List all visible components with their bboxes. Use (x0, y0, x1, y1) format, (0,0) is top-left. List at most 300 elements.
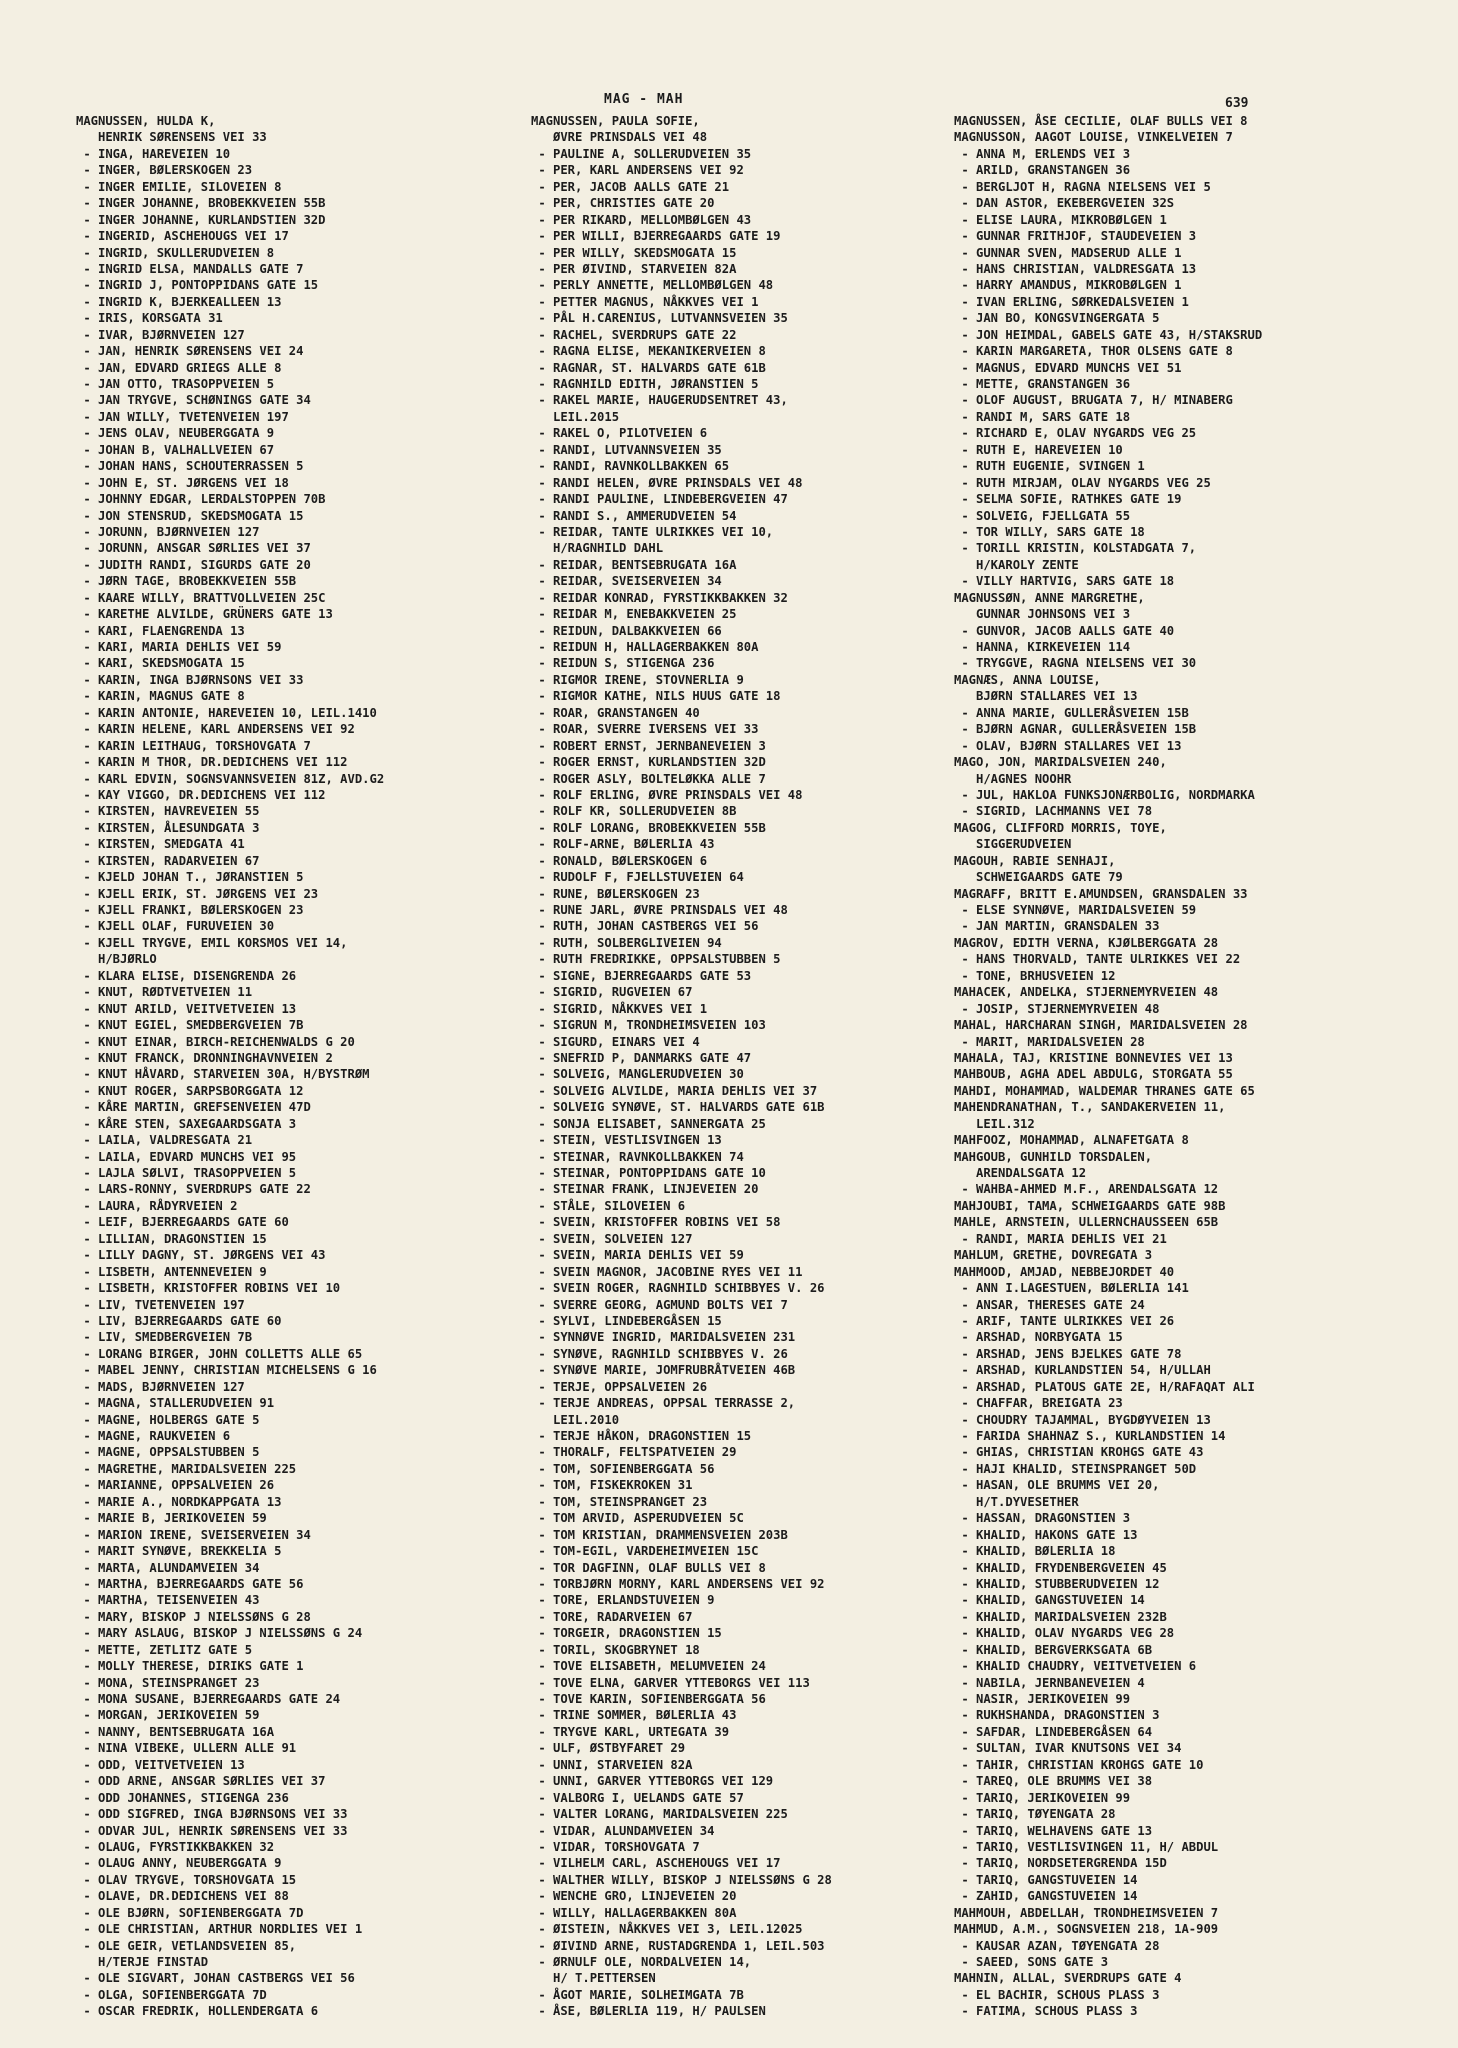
directory-entry: MAHALA, TAJ, KRISTINE BONNEVIES VEI 13 (954, 1050, 1233, 1065)
directory-entry: - JAN TRYGVE, SCHØNINGS GATE 34 (76, 393, 311, 408)
directory-entry: - RANDI HELEN, ØVRE PRINSDALS VEI 48 (531, 475, 803, 490)
directory-entry: - TERJE ANDREAS, OPPSAL TERRASSE 2, (531, 1396, 796, 1411)
running-head: MAG - MAH (604, 92, 684, 107)
directory-entry: - RAGNHILD EDITH, JØRANSTIEN 5 (531, 377, 759, 391)
directory-entry: - MOLLY THERESE, DIRIKS GATE 1 (76, 1659, 304, 1674)
directory-entry: - JUDITH RANDI, SIGURDS GATE 20 (76, 557, 311, 572)
directory-entry: - RONALD, BØLERSKOGEN 6 (531, 853, 708, 868)
directory-entry: - LIV, BJERREGAARDS GATE 60 (76, 1313, 282, 1328)
directory-entry: - SIGRID, RUGVEIEN 67 (531, 985, 693, 1000)
directory-entry: - SVERRE GEORG, AGMUND BOLTS VEI 7 (531, 1297, 788, 1312)
directory-entry: - KARIN LEITHAUG, TORSHOVGATA 7 (76, 738, 311, 753)
directory-entry: - TOM, STEINSPRANGET 23 (531, 1494, 708, 1509)
directory-entry: - OLE GEIR, VETLANDSVEIEN 85, (76, 1938, 297, 1953)
directory-entry: - LEIF, BJERREGAARDS GATE 60 (76, 1215, 289, 1230)
directory-entry: MAGNUSSEN, PAULA SOFIE, (531, 114, 700, 128)
directory-entry: - TARIQ, NORDSETERGRENDA 15D (954, 1856, 1167, 1871)
directory-entry: - KNUT HÅVARD, STARVEIEN 30A, H/BYSTRØM (76, 1067, 370, 1082)
directory-entry: - MARIE B, JERIKOVEIEN 59 (76, 1511, 267, 1526)
directory-entry: ARENDALSGATA 12 (954, 1166, 1087, 1180)
directory-entry: - ELISE LAURA, MIKROBØLGEN 1 (954, 212, 1167, 227)
directory-entry: - GUNVOR, JACOB AALLS GATE 40 (954, 623, 1175, 638)
directory-entry: - RICHARD E, OLAV NYGARDS VEG 25 (954, 426, 1197, 441)
directory-entry: - RANDI S., AMMERUDVEIEN 54 (531, 508, 737, 523)
directory-entry: - STEINAR FRANK, LINJEVEIEN 20 (531, 1182, 759, 1197)
directory-entry: - KARIN, MAGNUS GATE 8 (76, 689, 245, 704)
directory-entry: - TRINE SOMMER, BØLERLIA 43 (531, 1708, 737, 1723)
directory-entry: - KARIN MARGARETA, THOR OLSENS GATE 8 (954, 344, 1233, 359)
directory-entry: - LORANG BIRGER, JOHN COLLETTS ALLE 65 (76, 1346, 363, 1361)
directory-entry: - INGRID, SKULLERUDVEIEN 8 (76, 245, 275, 260)
directory-column-1 (76, 113, 506, 2020)
directory-entry: - ÅSE, BØLERLIA 119, H/ PAULSEN (531, 2004, 766, 2019)
directory-entry: H/TERJE FINSTAD (76, 1955, 209, 1969)
directory-entry: - MARTHA, TEISENVEIEN 43 (76, 1593, 260, 1608)
directory-entry: - PERLY ANNETTE, MELLOMBØLGEN 48 (531, 278, 774, 293)
directory-entry: - VIDAR, TORSHOVGATA 7 (531, 1839, 700, 1854)
directory-entry: - KHALID, BERGVERKSGATA 6B (954, 1642, 1153, 1657)
directory-entry: - NABILA, JERNBANEVEIEN 4 (954, 1675, 1145, 1690)
directory-entry: - CHAFFAR, BREIGATA 23 (954, 1396, 1123, 1411)
directory-entry: H/RAGNHILD DAHL (531, 541, 664, 556)
directory-entry: - TORE, RADARVEIEN 67 (531, 1609, 693, 1624)
directory-entry: - LISBETH, ANTENNEVEIEN 9 (76, 1264, 267, 1279)
directory-entry: - PER, JACOB AALLS GATE 21 (531, 179, 730, 194)
directory-entry: - KJELL OLAF, FURUVEIEN 30 (76, 919, 275, 934)
directory-entry: - KHALID, FRYDENBERGVEIEN 45 (954, 1560, 1167, 1575)
directory-entry: - RIGMOR KATHE, NILS HUUS GATE 18 (531, 689, 781, 704)
directory-entry: - METTE, ZETLITZ GATE 5 (76, 1642, 253, 1657)
directory-entry: - KNUT FRANCK, DRONNINGHAVNVEIEN 2 (76, 1050, 333, 1065)
directory-entry: - OLE BJØRN, SOFIENBERGGATA 7D (76, 1905, 304, 1920)
directory-entry: - SAFDAR, LINDEBERGÅSEN 64 (954, 1724, 1153, 1739)
directory-entry: - OLAUG, FYRSTIKKBAKKEN 32 (76, 1839, 275, 1854)
directory-entry: - ODD ARNE, ANSGAR SØRLIES VEI 37 (76, 1774, 326, 1789)
directory-entry: - SYLVI, LINDEBERGÅSEN 15 (531, 1313, 722, 1328)
directory-entry: - TERJE, OPPSALVEIEN 26 (531, 1379, 708, 1394)
directory-entry: - HANS CHRISTIAN, VALDRESGATA 13 (954, 261, 1197, 276)
directory-entry: - RUTH EUGENIE, SVINGEN 1 (954, 459, 1145, 474)
directory-entry: - VALBORG I, UELANDS GATE 57 (531, 1790, 744, 1805)
directory-entry: - TAREQ, OLE BRUMMS VEI 38 (954, 1774, 1153, 1789)
directory-entry: - MARY ASLAUG, BISKOP J NIELSSØNS G 24 (76, 1626, 363, 1641)
directory-entry: - ARILD, GRANSTANGEN 36 (954, 163, 1131, 178)
directory-entry: - OLAUG ANNY, NEUBERGGATA 9 (76, 1856, 282, 1871)
directory-entry: - RUDOLF F, FJELLSTUVEIEN 64 (531, 870, 744, 885)
directory-entry: - JAN BO, KONGSVINGERGATA 5 (954, 311, 1160, 326)
directory-entry: - MABEL JENNY, CHRISTIAN MICHELSENS G 16 (76, 1363, 377, 1378)
directory-entry: - MAGNE, OPPSALSTUBBEN 5 (76, 1445, 260, 1460)
directory-entry: - REIDUN, DALBAKKVEIEN 66 (531, 623, 722, 638)
directory-entry: - JOSIP, STJERNEMYRVEIEN 48 (954, 1001, 1160, 1016)
directory-entry: - HANS THORVALD, TANTE ULRIKKES VEI 22 (954, 952, 1241, 967)
directory-entry: - KIRSTEN, HAVREVEIEN 55 (76, 804, 260, 819)
directory-entry: - VILLY HARTVIG, SARS GATE 18 (954, 574, 1175, 589)
directory-entry: - RAKEL MARIE, HAUGERUDSENTRET 43, (531, 393, 788, 408)
directory-entry: - PER RIKARD, MELLOMBØLGEN 43 (531, 212, 752, 227)
directory-entry: - BJØRN AGNAR, GULLERÅSVEIEN 15B (954, 722, 1197, 737)
directory-entry: - RUTH, SOLBERGLIVEIEN 94 (531, 935, 722, 950)
directory-entry: - ROGER ERNST, KURLANDSTIEN 32D (531, 755, 766, 770)
directory-entry: - SYNØVE MARIE, JOMFRUBRÅTVEIEN 46B (531, 1363, 796, 1378)
directory-entry: - ROLF ERLING, ØVRE PRINSDALS VEI 48 (531, 787, 803, 802)
directory-entry: - INGERID, ASCHEHOUGS VEI 17 (76, 229, 289, 244)
directory-entry: HENRIK SØRENSENS VEI 33 (76, 130, 267, 145)
directory-entry: - KARIN, INGA BJØRNSONS VEI 33 (76, 672, 304, 687)
directory-entry: - TARIQ, VESTLISVINGEN 11, H/ ABDUL (954, 1839, 1219, 1854)
directory-entry: - KNUT EGIEL, SMEDBERGVEIEN 7B (76, 1018, 304, 1033)
directory-entry: - VIDAR, ALUNDAMVEIEN 34 (531, 1823, 715, 1838)
directory-entry: - SIGNE, BJERREGAARDS GATE 53 (531, 968, 752, 983)
directory-entry: - RAKEL O, PILOTVEIEN 6 (531, 426, 708, 441)
directory-entry: - CHOUDRY TAJAMMAL, BYGDØYVEIEN 13 (954, 1412, 1211, 1427)
directory-entry: - KARI, MARIA DEHLIS VEI 59 (76, 640, 282, 654)
directory-entry: - INGER EMILIE, SILOVEIEN 8 (76, 179, 282, 194)
directory-entry: MAHBOUB, AGHA ADEL ABDULG, STORGATA 55 (954, 1067, 1233, 1082)
directory-entry: SIGGERUDVEIEN (954, 837, 1072, 852)
directory-entry: - TRYGVE KARL, URTEGATA 39 (531, 1724, 730, 1739)
directory-entry: - ROLF-ARNE, BØLERLIA 43 (531, 837, 715, 852)
directory-entry: - KARIN M THOR, DR.DEDICHENS VEI 112 (76, 755, 348, 770)
directory-entry: - RAGNA ELISE, MEKANIKERVEIEN 8 (531, 344, 766, 359)
directory-entry: MAGOG, CLIFFORD MORRIS, TOYE, (954, 820, 1167, 835)
directory-entry: - UNNI, GARVER YTTEBORGS VEI 129 (531, 1774, 774, 1789)
directory-entry: MAGNUSSEN, ÅSE CECILIE, OLAF BULLS VEI 8 (954, 114, 1248, 128)
directory-entry: - MARTA, ALUNDAMVEIEN 34 (76, 1560, 260, 1575)
directory-entry: - ROAR, GRANSTANGEN 40 (531, 705, 700, 720)
directory-entry: MAHDI, MOHAMMAD, WALDEMAR THRANES GATE 65 (954, 1083, 1255, 1098)
directory-entry: MAGNUSSEN, HULDA K, (76, 114, 216, 128)
directory-entry: - TONE, BRHUSVEIEN 12 (954, 968, 1116, 983)
directory-entry: - SIGRUN M, TRONDHEIMSVEIEN 103 (531, 1018, 766, 1033)
directory-entry: H/KAROLY ZENTE (954, 557, 1079, 572)
directory-entry: - ODVAR JUL, HENRIK SØRENSENS VEI 33 (76, 1823, 348, 1838)
directory-entry: - PER ØIVIND, STARVEIEN 82A (531, 261, 737, 276)
directory-entry: - MARY, BISKOP J NIELSSØNS G 28 (76, 1609, 311, 1624)
directory-entry: - HAJI KHALID, STEINSPRANGET 50D (954, 1461, 1197, 1476)
directory-entry: - JENS OLAV, NEUBERGGATA 9 (76, 426, 275, 441)
directory-entry: - GUNNAR SVEN, MADSERUD ALLE 1 (954, 245, 1182, 260)
directory-entry: - ELSE SYNNØVE, MARIDALSVEIEN 59 (954, 903, 1197, 917)
directory-entry: - STEINAR, RAVNKOLLBAKKEN 74 (531, 1149, 744, 1164)
directory-entry: MAHFOOZ, MOHAMMAD, ALNAFETGATA 8 (954, 1133, 1189, 1148)
directory-entry: - SVEIN, SOLVEIEN 127 (531, 1231, 693, 1246)
directory-entry: - TORGEIR, DRAGONSTIEN 15 (531, 1626, 722, 1641)
directory-entry: - TOVE ELISABETH, MELUMVEIEN 24 (531, 1659, 766, 1674)
directory-entry: - ANNA M, ERLENDS VEI 3 (954, 146, 1131, 161)
directory-entry: - LAILA, EDVARD MUNCHS VEI 95 (76, 1149, 297, 1164)
directory-entry: H/T.DYVESETHER (954, 1494, 1079, 1509)
directory-entry: - PER, CHRISTIES GATE 20 (531, 196, 715, 211)
directory-entry: - ARSHAD, PLATOUS GATE 2E, H/RAFAQAT ALI (954, 1379, 1255, 1394)
directory-entry: - INGER JOHANNE, KURLANDSTIEN 32D (76, 212, 326, 227)
directory-entry: - ROAR, SVERRE IVERSENS VEI 33 (531, 722, 759, 737)
directory-entry: H/AGNES NOOHR (954, 771, 1072, 786)
directory-entry: - OLE SIGVART, JOHAN CASTBERGS VEI 56 (76, 1971, 355, 1986)
directory-entry: - REIDAR KONRAD, FYRSTIKKBAKKEN 32 (531, 590, 788, 605)
directory-entry: - TOM, FISKEKROKEN 31 (531, 1478, 693, 1493)
directory-entry: MAGROV, EDITH VERNA, KJØLBERGGATA 28 (954, 935, 1219, 950)
directory-entry: - SELMA SOFIE, RATHKES GATE 19 (954, 492, 1182, 507)
directory-entry: - SVEIN, MARIA DEHLIS VEI 59 (531, 1248, 744, 1263)
directory-entry: - INGRID J, PONTOPPIDANS GATE 15 (76, 278, 319, 293)
directory-entry: - INGA, HAREVEIEN 10 (76, 146, 231, 161)
directory-entry: - SVEIN MAGNOR, JACOBINE RYES VEI 11 (531, 1264, 803, 1279)
directory-entry: - LISBETH, KRISTOFFER ROBINS VEI 10 (76, 1281, 341, 1296)
directory-entry: - LARS-RONNY, SVERDRUPS GATE 22 (76, 1182, 311, 1197)
directory-entry: LEIL.2010 (531, 1412, 620, 1427)
directory-entry: - TRYGGVE, RAGNA NIELSENS VEI 30 (954, 656, 1197, 671)
directory-entry: - HASSAN, DRAGONSTIEN 3 (954, 1511, 1131, 1526)
directory-entry: - ARSHAD, NORBYGATA 15 (954, 1330, 1123, 1345)
directory-entry: - MAGNA, STALLERUDVEIEN 91 (76, 1396, 275, 1411)
directory-entry: - OLGA, SOFIENBERGGATA 7D (76, 1987, 267, 2002)
directory-entry: - MARIT SYNØVE, BREKKELIA 5 (76, 1544, 282, 1559)
directory-entry: - JON STENSRUD, SKEDSMOGATA 15 (76, 508, 304, 523)
directory-column-3 (954, 113, 1424, 2020)
directory-entry: - SOLVEIG SYNØVE, ST. HALVARDS GATE 61B (531, 1100, 825, 1115)
directory-entry: - ØRNULF OLE, NORDALVEIEN 14, (531, 1955, 752, 1969)
directory-entry: - KARI, FLAENGRENDA 13 (76, 623, 245, 638)
directory-entry: - LAURA, RÅDYRVEIEN 2 (76, 1198, 238, 1213)
directory-entry: - KHALID, BØLERLIA 18 (954, 1544, 1116, 1559)
directory-entry: - JAN OTTO, TRASOPPVEIEN 5 (76, 377, 275, 391)
directory-entry: - KHALID CHAUDRY, VEITVETVEIEN 6 (954, 1659, 1197, 1674)
directory-entry: - ØIVIND ARNE, RUSTADGRENDA 1, LEIL.503 (531, 1938, 825, 1953)
directory-entry: H/ T.PETTERSEN (531, 1971, 656, 1986)
directory-entry: - MONA SUSANE, BJERREGAARDS GATE 24 (76, 1692, 341, 1706)
directory-entry: - OLOF AUGUST, BRUGATA 7, H/ MINABERG (954, 393, 1233, 408)
directory-entry: - RUTH E, HAREVEIEN 10 (954, 442, 1123, 457)
directory-entry: - RANDI M, SARS GATE 18 (954, 409, 1131, 424)
directory-entry: - MAGNE, HOLBERGS GATE 5 (76, 1412, 260, 1427)
directory-entry: - METTE, GRANSTANGEN 36 (954, 377, 1131, 391)
directory-entry: - LILLY DAGNY, ST. JØRGENS VEI 43 (76, 1248, 326, 1263)
directory-entry: - ROGER ASLY, BOLTELØKKA ALLE 7 (531, 771, 766, 786)
directory-entry: - JAN, HENRIK SØRENSENS VEI 24 (76, 344, 304, 359)
directory-entry: - JUL, HAKLOA FUNKSJONÆRBOLIG, NORDMARKA (954, 787, 1255, 802)
directory-entry: MAHNIN, ALLAL, SVERDRUPS GATE 4 (954, 1971, 1182, 1986)
directory-entry: - SOLVEIG, MANGLERUDVEIEN 30 (531, 1067, 744, 1082)
directory-entry: - MONA, STEINSPRANGET 23 (76, 1675, 260, 1690)
directory-entry: - ÅGOT MARIE, SOLHEIMGATA 7B (531, 1987, 744, 2002)
directory-entry: - KNUT EINAR, BIRCH-REICHENWALDS G 20 (76, 1034, 355, 1049)
directory-entry: - WALTHER WILLY, BISKOP J NIELSSØNS G 28 (531, 1872, 832, 1887)
directory-entry: - REIDUN H, HALLAGERBAKKEN 80A (531, 640, 759, 654)
directory-entry: - RANDI, LUTVANNSVEIEN 35 (531, 442, 722, 457)
directory-entry: SCHWEIGAARDS GATE 79 (954, 870, 1123, 885)
directory-entry: MAGNUSSØN, ANNE MARGRETHE, (954, 590, 1145, 605)
directory-entry: - HARRY AMANDUS, MIKROBØLGEN 1 (954, 278, 1182, 293)
directory-entry: - ARSHAD, JENS BJELKES GATE 78 (954, 1346, 1182, 1361)
directory-entry: - OLAVE, DR.DEDICHENS VEI 88 (76, 1889, 289, 1904)
directory-entry: - INGER JOHANNE, BROBEKKVEIEN 55B (76, 196, 326, 211)
directory-entry: - UNNI, STARVEIEN 82A (531, 1757, 693, 1772)
directory-entry: H/BJØRLO (76, 952, 157, 967)
directory-entry: - GUNNAR FRITHJOF, STAUDEVEIEN 3 (954, 229, 1197, 244)
directory-entry: - TERJE HÅKON, DRAGONSTIEN 15 (531, 1429, 752, 1443)
directory-entry: - VILHELM CARL, ASCHEHOUGS VEI 17 (531, 1856, 781, 1871)
directory-entry: - TARIQ, JERIKOVEIEN 99 (954, 1790, 1131, 1805)
directory-entry: - WAHBA-AHMED M.F., ARENDALSGATA 12 (954, 1182, 1219, 1197)
directory-entry: - KIRSTEN, SMEDGATA 41 (76, 837, 245, 852)
directory-entry: - ØISTEIN, NÅKKVES VEI 3, LEIL.12025 (531, 1922, 803, 1937)
directory-entry: - SVEIN, KRISTOFFER ROBINS VEI 58 (531, 1215, 781, 1230)
directory-entry: - RUKHSHANDA, DRAGONSTIEN 3 (954, 1708, 1160, 1723)
directory-entry: - KLARA ELISE, DISENGRENDA 26 (76, 968, 297, 983)
directory-entry: - TARIQ, WELHAVENS GATE 13 (954, 1823, 1153, 1838)
directory-entry: LEIL.312 (954, 1116, 1035, 1131)
directory-entry: - KJELL ERIK, ST. JØRGENS VEI 23 (76, 886, 319, 901)
directory-entry: - NINA VIBEKE, ULLERN ALLE 91 (76, 1741, 297, 1756)
directory-entry: - RAGNAR, ST. HALVARDS GATE 61B (531, 360, 766, 375)
directory-entry: - JOHN E, ST. JØRGENS VEI 18 (76, 475, 289, 490)
directory-entry: - MORGAN, JERIKOVEIEN 59 (76, 1708, 260, 1723)
directory-entry: - SIGRID, NÅKKVES VEI 1 (531, 1001, 708, 1016)
directory-entry: - HANNA, KIRKEVEIEN 114 (954, 640, 1131, 654)
directory-entry: - KJELD JOHAN T., JØRANSTIEN 5 (76, 870, 304, 885)
directory-entry: - ODD, VEITVETVEIEN 13 (76, 1757, 245, 1772)
directory-entry: - RUTH, JOHAN CASTBERGS VEI 56 (531, 919, 759, 934)
directory-entry: - JAN WILLY, TVETENVEIEN 197 (76, 409, 289, 424)
directory-entry: - INGRID K, BJERKEALLEEN 13 (76, 294, 282, 309)
directory-entry: - INGRID ELSA, MANDALLS GATE 7 (76, 261, 304, 276)
directory-entry: - ANN I.LAGESTUEN, BØLERLIA 141 (954, 1281, 1189, 1296)
directory-entry: - KHALID, GANGSTUVEIEN 14 (954, 1593, 1145, 1608)
directory-entry: - REIDAR, TANTE ULRIKKES VEI 10, (531, 524, 774, 539)
directory-entry: - KAY VIGGO, DR.DEDICHENS VEI 112 (76, 787, 326, 802)
directory-entry: - OLAV TRYGVE, TORSHOVGATA 15 (76, 1872, 297, 1887)
directory-entry: - KJELL TRYGVE, EMIL KORSMOS VEI 14, (76, 935, 348, 950)
directory-entry: GUNNAR JOHNSONS VEI 3 (954, 607, 1131, 622)
directory-entry: - KÅRE STEN, SAXEGAARDSGATA 3 (76, 1116, 297, 1131)
directory-entry: - TARIQ, TØYENGATA 28 (954, 1807, 1116, 1822)
directory-entry: MAGNÆS, ANNA LOUISE, (954, 672, 1101, 687)
directory-entry: - JOHNNY EDGAR, LERDALSTOPPEN 70B (76, 492, 326, 507)
directory-entry: - RACHEL, SVERDRUPS GATE 22 (531, 327, 737, 342)
page-number: 639 (1225, 96, 1249, 111)
directory-entry: - INGER, BØLERSKOGEN 23 (76, 163, 253, 178)
directory-entry: - TOM KRISTIAN, DRAMMENSVEIEN 203B (531, 1527, 788, 1542)
directory-entry: MAGOUH, RABIE SENHAJI, (954, 853, 1116, 868)
directory-entry: - NANNY, BENTSEBRUGATA 16A (76, 1724, 275, 1739)
directory-entry: - MARIE A., NORDKAPPGATA 13 (76, 1494, 282, 1509)
directory-entry: - ROBERT ERNST, JERNBANEVEIEN 3 (531, 738, 766, 753)
directory-entry: MAHGOUB, GUNHILD TORSDALEN, (954, 1149, 1153, 1164)
directory-entry: - KAUSAR AZAN, TØYENGATA 28 (954, 1938, 1160, 1953)
directory-entry: - LILLIAN, DRAGONSTIEN 15 (76, 1231, 267, 1246)
directory-entry: - RANDI PAULINE, LINDEBERGVEIEN 47 (531, 492, 788, 507)
directory-entry: - THORALF, FELTSPATVEIEN 29 (531, 1445, 737, 1460)
directory-entry: - NASIR, JERIKOVEIEN 99 (954, 1692, 1131, 1706)
directory-entry: - ROLF KR, SOLLERUDVEIEN 8B (531, 804, 737, 819)
directory-entry: - KHALID, STUBBERUDVEIEN 12 (954, 1576, 1160, 1591)
directory-entry: - SIGURD, EINARS VEI 4 (531, 1034, 700, 1049)
directory-entry: - KNUT ARILD, VEITVETVEIEN 13 (76, 1001, 297, 1016)
directory-entry: - TORILL KRISTIN, KOLSTADGATA 7, (954, 541, 1197, 556)
page-header (0, 92, 1458, 112)
directory-entry: - SOLVEIG ALVILDE, MARIA DEHLIS VEI 37 (531, 1083, 818, 1098)
directory-entry: - KAARE WILLY, BRATTVOLLVEIEN 25C (76, 590, 326, 605)
directory-entry: - JON HEIMDAL, GABELS GATE 43, H/STAKSRUD (954, 327, 1263, 342)
directory-entry: - SVEIN ROGER, RAGNHILD SCHIBBYES V. 26 (531, 1281, 825, 1296)
directory-entry: MAHMOUH, ABDELLAH, TRONDHEIMSVEIEN 7 (954, 1905, 1219, 1920)
directory-entry: - RUNE JARL, ØVRE PRINSDALS VEI 48 (531, 903, 788, 917)
directory-entry: - REIDAR, SVEISERVEIEN 34 (531, 574, 722, 589)
directory-entry: - TOVE ELNA, GARVER YTTEBORGS VEI 113 (531, 1675, 810, 1690)
directory-entry: MAHENDRANATHAN, T., SANDAKERVEIEN 11, (954, 1100, 1226, 1115)
directory-entry: - FATIMA, SCHOUS PLASS 3 (954, 2004, 1138, 2019)
directory-entry: - RUTH MIRJAM, OLAV NYGARDS VEG 25 (954, 475, 1211, 490)
directory-entry: - SYNNØVE INGRID, MARIDALSVEIEN 231 (531, 1330, 796, 1345)
directory-entry: - TOM, SOFIENBERGGATA 56 (531, 1461, 715, 1476)
directory-entry: - KARL EDVIN, SOGNSVANNSVEIEN 81Z, AVD.G2 (76, 771, 385, 786)
directory-entry: - REIDAR, BENTSEBRUGATA 16A (531, 557, 737, 572)
directory-entry: - JOHAN HANS, SCHOUTERRASSEN 5 (76, 459, 304, 474)
directory-entry: - TOVE KARIN, SOFIENBERGGATA 56 (531, 1692, 766, 1706)
directory-entry: - KARETHE ALVILDE, GRÜNERS GATE 13 (76, 607, 333, 622)
directory-entry: - MAGNE, RAUKVEIEN 6 (76, 1429, 231, 1443)
directory-entry: - JAN, EDVARD GRIEGS ALLE 8 (76, 360, 282, 375)
directory-entry: - PETTER MAGNUS, NÅKKVES VEI 1 (531, 294, 759, 309)
directory-entry: - RANDI, MARIA DEHLIS VEI 21 (954, 1231, 1167, 1246)
directory-entry: - OSCAR FREDRIK, HOLLENDERGATA 6 (76, 2004, 319, 2019)
directory-entry: - SAEED, SONS GATE 3 (954, 1955, 1109, 1969)
directory-entry: - ANSAR, THERESES GATE 24 (954, 1297, 1145, 1312)
directory-entry: MAHACEK, ANDELKA, STJERNEMYRVEIEN 48 (954, 985, 1219, 1000)
directory-entry: - ROLF LORANG, BROBEKKVEIEN 55B (531, 820, 766, 835)
directory-entry: - OLE CHRISTIAN, ARTHUR NORDLIES VEI 1 (76, 1922, 363, 1937)
directory-entry: - TAHIR, CHRISTIAN KROHGS GATE 10 (954, 1757, 1204, 1772)
directory-entry: - ARSHAD, KURLANDSTIEN 54, H/ULLAH (954, 1363, 1211, 1378)
directory-entry: - TORE, ERLANDSTUVEIEN 9 (531, 1593, 715, 1608)
directory-entry: - HASAN, OLE BRUMMS VEI 20, (954, 1478, 1160, 1493)
directory-entry: - DAN ASTOR, EKEBERGVEIEN 32S (954, 196, 1175, 211)
directory-entry: MAHLUM, GRETHE, DOVREGATA 3 (954, 1248, 1153, 1263)
directory-entry: - WILLY, HALLAGERBAKKEN 80A (531, 1905, 737, 1920)
directory-entry: - KARI, SKEDSMOGATA 15 (76, 656, 245, 671)
directory-entry: - KHALID, OLAV NYGARDS VEG 28 (954, 1626, 1175, 1641)
directory-entry: - IVAR, BJØRNVEIEN 127 (76, 327, 245, 342)
directory-entry: - ARIF, TANTE ULRIKKES VEI 26 (954, 1313, 1175, 1328)
directory-entry: - FARIDA SHAHNAZ S., KURLANDSTIEN 14 (954, 1429, 1226, 1443)
directory-entry: - JOHAN B, VALHALLVEIEN 67 (76, 442, 275, 457)
directory-entry: - TOM-EGIL, VARDEHEIMVEIEN 15C (531, 1544, 759, 1559)
directory-entry: - TORIL, SKOGBRYNET 18 (531, 1642, 700, 1657)
directory-entry: MAGNUSSON, AAGOT LOUISE, VINKELVEIEN 7 (954, 130, 1233, 145)
directory-entry: - RUNE, BØLERSKOGEN 23 (531, 886, 700, 901)
directory-entry: - RUTH FREDRIKKE, OPPSALSTUBBEN 5 (531, 952, 781, 967)
directory-entry: - KARIN HELENE, KARL ANDERSENS VEI 92 (76, 722, 355, 737)
directory-entry: - LIV, TVETENVEIEN 197 (76, 1297, 245, 1312)
directory-entry: - TORBJØRN MORNY, KARL ANDERSENS VEI 92 (531, 1576, 825, 1591)
directory-entry: - PÅL H.CARENIUS, LUTVANNSVEIEN 35 (531, 311, 788, 326)
directory-entry: - SNEFRID P, DANMARKS GATE 47 (531, 1050, 752, 1065)
directory-entry: - STEINAR, PONTOPPIDANS GATE 10 (531, 1166, 766, 1180)
directory-entry: - EL BACHIR, SCHOUS PLASS 3 (954, 1987, 1160, 2002)
directory-entry: - ULF, ØSTBYFARET 29 (531, 1741, 686, 1756)
directory-entry: - TOM ARVID, ASPERUDVEIEN 5C (531, 1511, 744, 1526)
directory-entry: - PER WILLY, SKEDSMOGATA 15 (531, 245, 737, 260)
directory-entry: - MAGRETHE, MARIDALSVEIEN 225 (76, 1461, 297, 1476)
directory-entry: - OLAV, BJØRN STALLARES VEI 13 (954, 738, 1182, 753)
directory-entry: - SYNØVE, RAGNHILD SCHIBBYES V. 26 (531, 1346, 788, 1361)
directory-entry: - WENCHE GRO, LINJEVEIEN 20 (531, 1889, 737, 1904)
directory-entry: - MARION IRENE, SVEISERVEIEN 34 (76, 1527, 311, 1542)
directory-entry: - KJELL FRANKI, BØLERSKOGEN 23 (76, 903, 304, 917)
directory-entry: - TARIQ, GANGSTUVEIEN 14 (954, 1872, 1138, 1887)
directory-entry: - SOLVEIG, FJELLGATA 55 (954, 508, 1131, 523)
